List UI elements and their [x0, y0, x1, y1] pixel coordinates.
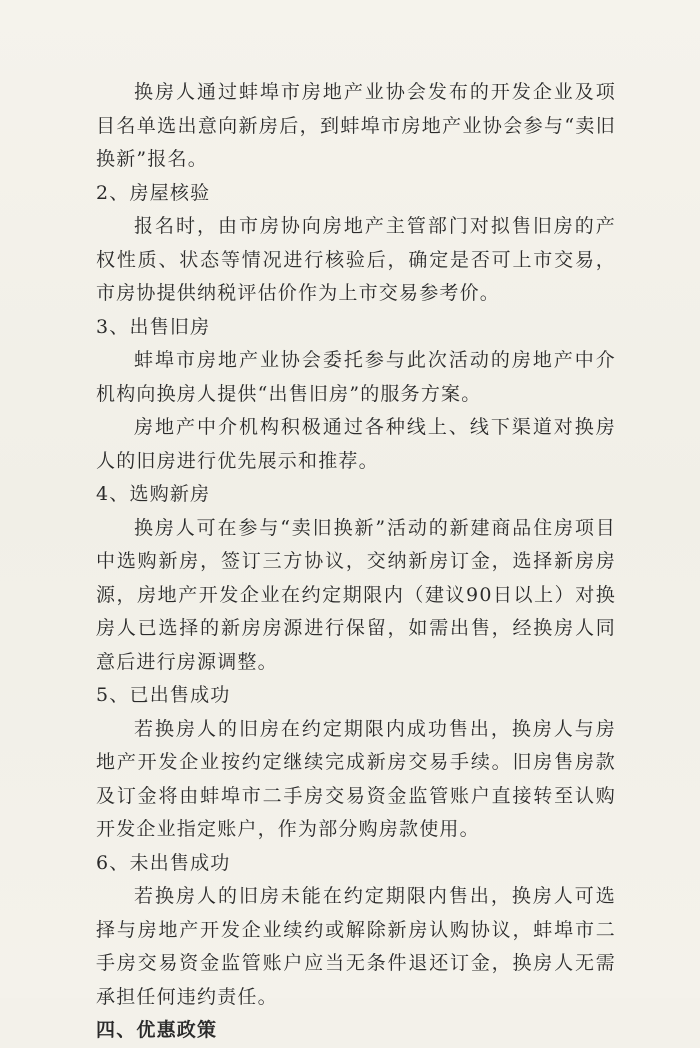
para-sell-plan: 蚌埠市房地产业协会委托参与此次活动的房地产中介机构向换房人提供“出售旧房”的服务方案。	[96, 349, 616, 405]
section-heading-preferential-policy: 四、优惠政策	[96, 1019, 218, 1041]
heading-sell-old-house: 3、出售旧房	[96, 315, 211, 338]
para-selection: 换房人通过蚌埠市房地产业协会发布的开发企业及项目名单选出意向新房后，到蚌埠市房地产业协会参与“卖旧换新”报名。	[96, 81, 616, 170]
para-verification: 报名时，由市房协向房地产主管部门对拟售旧房的产权性质、状态等情况进行核验后，确定是否可上市交易，市房协提供纳税评估价作为上市交易参考价。	[96, 215, 616, 304]
para-sell-promotion: 房地产中介机构积极通过各种线上、线下渠道对换房人的旧房进行优先展示和推荐。	[96, 416, 616, 472]
heading-house-verification: 2、房屋核验	[96, 181, 211, 204]
document-body	[96, 76, 616, 1048]
heading-not-sold: 6、未出售成功	[96, 851, 231, 874]
heading-buy-new-house: 4、选购新房	[96, 483, 211, 505]
heading-sold-success: 5、已出售成功	[96, 684, 231, 706]
para-buy-new: 换房人可在参与“卖旧换新”活动的新建商品住房项目中选购新房，签订三方协议，交纳新房订金，选择新房房源，房地产开发企业在约定期限内（建议90日以上）对换房人已选择的新房房源进行保留，如需出售，经换房人同意后进行房源调整。	[96, 516, 616, 673]
para-not-sold: 若换房人的旧房未能在约定期限内售出，换房人可选择与房地产开发企业续约或解除新房认购协议，蚌埠市二手房交易资金监管账户应当无条件退还订金，换房人无需承担任何违约责任。	[96, 885, 616, 1008]
para-sold-success: 若换房人的旧房在约定期限内成功售出，换房人与房地产开发企业按约定继续完成新房交易手续。旧房售房款及订金将由蚌埠市二手房交易资金监管账户直接转至认购开发企业指定账户，作为部分购房款使用。	[96, 717, 616, 840]
